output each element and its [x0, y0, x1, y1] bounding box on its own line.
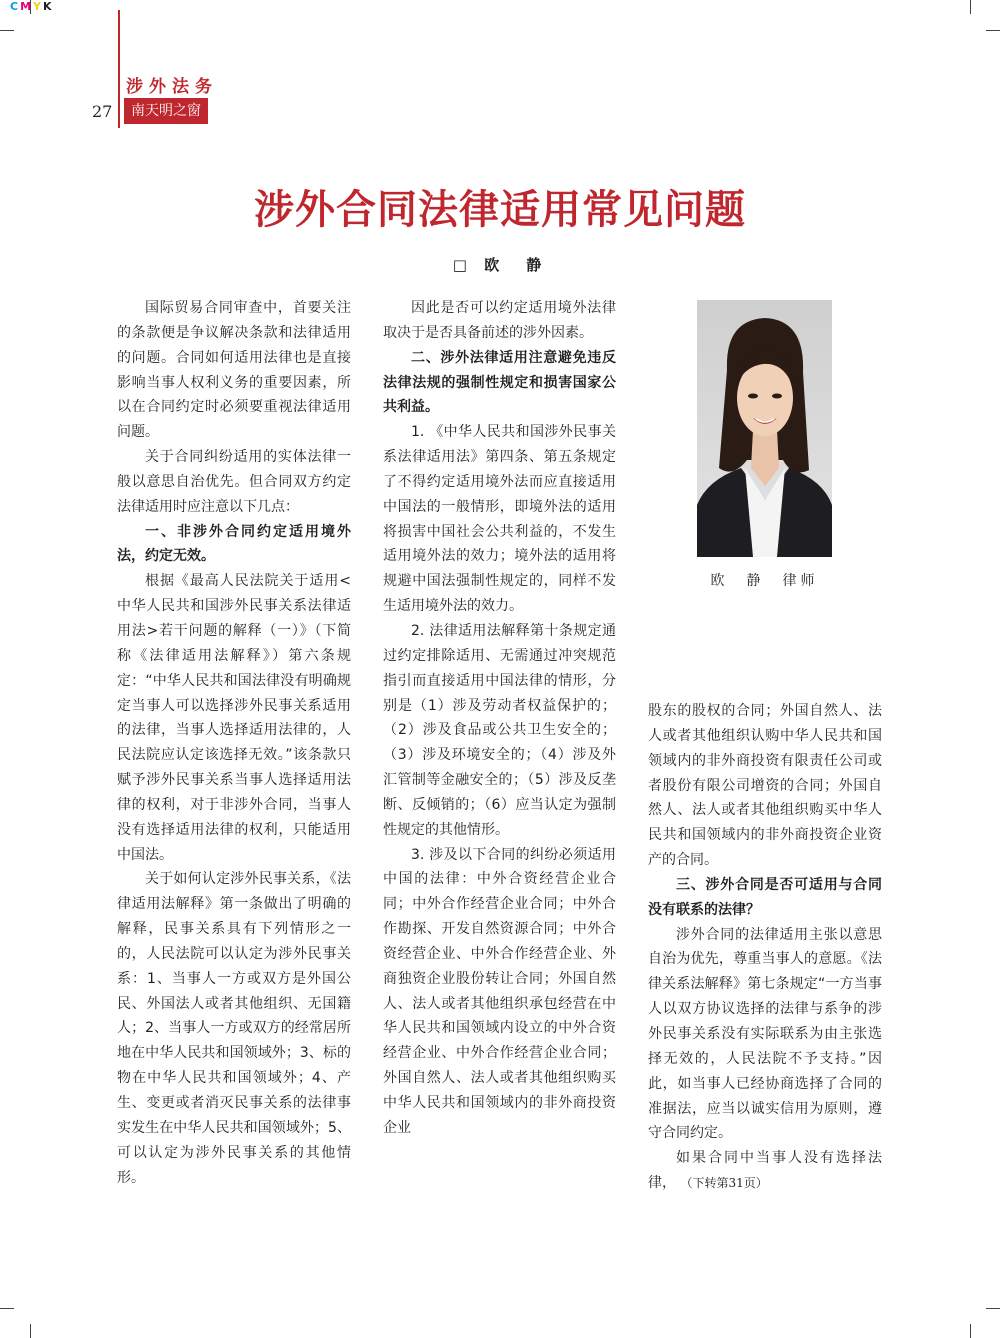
paragraph: 涉外合同的法律适用主张以意思自治为优先，尊重当事人的意愿。《法律关系法解释》第七条规定“一方当事人以双方协议选择的法律与系争的涉外民事关系没有实际联系为由主张选择无效的，人民法院不予支持。”因此，如当事人已经协商选择了合同的准据法，应当以诚实信用为原则，遵守合同约定。: [648, 926, 882, 1142]
paragraph: 根据《最高人民法院关于适用<中华人民共和国涉外民事关系法律适用法>若干问题的解释（一）》（下简称《法律适用法解释》）第六条规定：“中华人民共和国法律没有明确规定当事人可以选择涉外民事关系适用的法律，当事人选择适用法律的，人民法院应认定该选择无效。”该条款只赋予涉外民事关系当事人选择适用法律的权利，对于非涉外合同，当事人没有选择适用法律的权利，只能适用中国法。: [117, 573, 351, 863]
section-heading: 二、涉外法律适用注意避免违反法律法规的强制性规定和损害国家公共利益。: [383, 349, 616, 416]
author-portrait-illustration: [697, 300, 832, 557]
paragraph: [648, 1146, 882, 1196]
continuation-note: （下转第31页）: [680, 1176, 768, 1191]
text-column-2: [383, 296, 616, 1141]
text-column-1: [117, 296, 351, 1190]
cmyk-k: K: [43, 0, 54, 13]
paragraph: 关于如何认定涉外民事关系，《法律适用法解释》第一条做出了明确的解释，民事关系具有下列情形之一的，人民法院可以认定为涉外民事关系：1、当事人一方或双方是外国公民、外国法人或者其他组织、无国籍人；2、当事人一方或双方的经常居所地在中华人民共和国领域外；3、标的物在中华人民共和国领域外；4、产生、变更或者消灭民事关系的法律事实发生在中华人民共和国领域外；5、可以认定为涉外民事关系的其他情形。: [117, 871, 351, 1186]
section-heading: 一、非涉外合同约定适用境外法，约定无效。: [117, 523, 351, 565]
photo-caption: 欧 静 律师: [710, 573, 819, 589]
section-heading: 三、涉外合同是否可适用与合同没有联系的法律？: [648, 876, 882, 918]
paragraph: 3. 涉及以下合同的纠纷必须适用中国的法律：中外合资经营企业合同；中外合作经营企业合同；中外合作勘探、开发自然资源合同；中外合资经营企业、中外合作经营企业、外商独资企业股份转让合同；外国自然人、法人或者其他组织承包经营在中华人民共和国领域内设立的中外合资经营企业、中外合作经营企业合同；外国自然人、法人或者其他组织购买中华人民共和国领域内的非外商投资企业: [383, 846, 616, 1136]
article-title: 涉外合同法律适用常见问题: [254, 187, 746, 233]
paragraph: 2. 法律适用法解释第十条规定通过约定排除适用、无需通过冲突规范指引而直接适用中国法律的情形，分别是（1）涉及劳动者权益保护的；（2）涉及食品或公共卫生安全的；（3）涉及环境安全的；（4）涉及外汇管制等金融安全的；（5）涉及反垄断、反倾销的；（6）应当认定为强制性规定的其他情形。: [383, 622, 616, 838]
header-rule: [118, 10, 120, 128]
cmyk-m: M: [20, 0, 34, 13]
author-photo: [697, 300, 832, 557]
paragraph-text: 如果合同中当事人没有选择法律，: [648, 1150, 882, 1192]
crop-mark: [970, 0, 971, 14]
article-author: □ 欧 静: [452, 256, 548, 274]
cmyk-color-bar: [10, 0, 54, 13]
crop-mark: [970, 1324, 971, 1338]
cmyk-c: C: [10, 0, 21, 13]
page-number: 27: [92, 102, 113, 121]
paragraph: 股东的股权的合同；外国自然人、法人或者其他组织认购中华人民共和国领域内的非外商投资有限责任公司或者股份有限公司增资的合同；外国自然人、法人或者其他组织购买中华人民共和国领域内的非外商投资企业资产的合同。: [648, 703, 882, 869]
crop-mark: [986, 1308, 1000, 1309]
column-name-badge: 南天明之窗: [124, 98, 208, 124]
paragraph: 1. 《中华人民共和国涉外民事关系法律适用法》第四条、第五条规定了不得约定适用境外法而应直接适用中国法的一般情形，即境外法的适用将损害中国社会公共利益的，不发生适用境外法的效力；境外法的适用将规避中国法强制性规定的，同样不发生适用境外法的效力。: [383, 424, 616, 615]
paragraph: 关于合同纠纷适用的实体法律一般以意思自治优先。但合同双方约定法律适用时应注意以下几点：: [117, 449, 351, 515]
section-label: 涉外法务: [126, 77, 218, 97]
cmyk-y: Y: [33, 0, 43, 13]
crop-mark: [986, 30, 1000, 31]
crop-mark: [0, 1308, 14, 1309]
crop-mark: [30, 1324, 31, 1338]
paragraph: 国际贸易合同审查中，首要关注的条款便是争议解决条款和法律适用的问题。合同如何适用法律也是直接影响当事人权利义务的重要因素，所以在合同约定时必须要重视法律适用问题。: [117, 300, 351, 441]
crop-mark: [0, 30, 14, 31]
paragraph: 因此是否可以约定适用境外法律取决于是否具备前述的涉外因素。: [383, 300, 616, 341]
text-column-3: [648, 699, 882, 1196]
